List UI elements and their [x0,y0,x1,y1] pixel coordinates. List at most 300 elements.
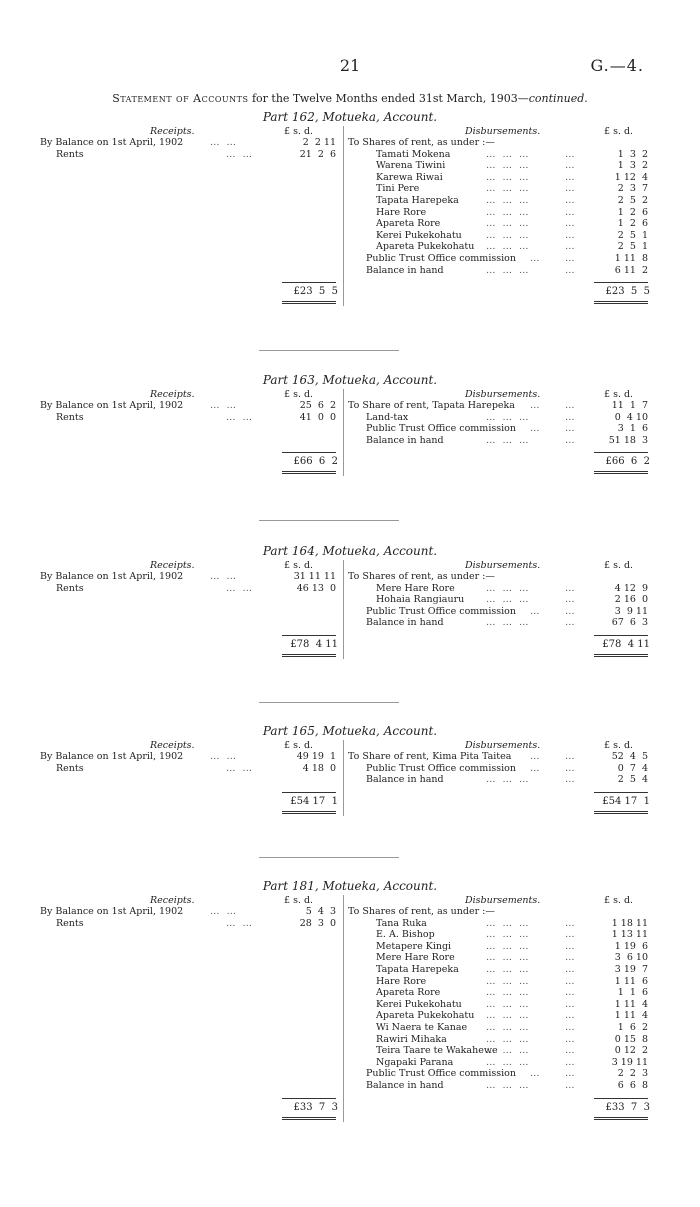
disbursement-row [376,195,580,206]
column-divider [343,389,344,476]
disbursement-label: Mere Hare Rore [376,582,455,594]
receipt-amount: 2 2 11 [302,137,336,148]
receipts-subtotal-rule [282,1098,336,1099]
disbursement-amount [580,906,648,917]
leader-dots: … [565,594,577,606]
section-title-part: Part 164, [262,544,323,558]
disbursements-heading: Disbursements. [465,389,541,400]
disbursement-label: Tapata Harepeka [376,195,459,206]
leader-dots: … … … [486,148,531,160]
receipts-currency-heading: £ s. d. [284,560,314,571]
title-small-caps: Statement of Accounts [112,92,249,105]
disbursements-subtotal-rule [594,452,648,453]
disbursement-amount: 2 5 2 [617,195,648,206]
disbursement-row [376,1045,580,1056]
leader-dots: … [565,253,577,264]
leader-dots: … … … [486,264,531,276]
leader-dots: … … … [486,411,531,423]
leader-dots: … … … [486,940,531,952]
disbursements-total-rule [594,471,648,474]
receipts-total-rule [282,471,336,474]
receipts-total-rule [282,654,336,657]
section-separator [259,520,399,521]
leader-dots: … … [210,571,239,582]
disbursement-label: To Shares of rent, as under :— [348,906,495,917]
leader-dots: … [565,241,577,253]
disbursement-amount: 2 16 0 [614,594,648,606]
leader-dots: … [565,1010,577,1022]
disbursement-row [376,207,580,218]
receipts-total: £54 17 1 [290,795,338,807]
leader-dots: … [565,171,577,183]
disbursement-row [376,594,580,605]
disbursements-subtotal-rule [594,635,648,636]
disbursement-amount: 2 2 3 [617,1068,648,1080]
disbursement-amount: 3 9 11 [614,605,648,617]
leader-dots: … … … [486,952,531,964]
receipts-currency-heading: £ s. d. [284,895,314,906]
leader-dots: … … … [486,1010,531,1022]
leader-dots: … … … [486,171,531,183]
disbursement-row [376,918,580,929]
disbursement-row [366,606,580,617]
leader-dots: … … … [486,617,531,629]
disbursements-currency-heading: £ s. d. [604,126,634,137]
leader-dots: … [565,183,577,195]
section-separator [259,857,399,858]
disbursement-row [366,435,580,446]
leader-dots: … [565,423,577,435]
receipts-currency-heading: £ s. d. [284,389,314,400]
disbursement-row [366,253,580,264]
disbursement-amount: 2 5 1 [617,229,648,241]
disbursement-amount: 2 5 4 [617,774,648,786]
leader-dots: … [565,751,577,762]
disbursement-label: Tamati Mokena [376,148,451,160]
leader-dots: … … … [486,987,531,999]
leader-dots: … [565,1033,577,1045]
section-title-place: Motueka, Account. [322,724,438,738]
leader-dots: … … [210,400,239,411]
leader-dots: … … … [486,160,531,172]
disbursement-row [376,172,580,183]
receipt-amount: 28 3 0 [299,917,336,929]
disbursement-label: Karewa Riwai [376,171,443,183]
disbursement-label: Teira Taare te Wakahewe [376,1045,498,1057]
disbursement-label: Hohaia Rangiauru [376,594,465,606]
leader-dots: … … … [486,1033,531,1045]
disbursement-amount: 0 12 2 [614,1045,648,1057]
disbursement-row [366,412,580,423]
receipts-heading: Receipts. [150,126,195,137]
receipt-label: Rents [56,411,84,423]
receipt-amount: 4 18 0 [302,762,336,774]
disbursement-label: Metapere Kingi [376,940,452,952]
disbursement-label: Public Trust Office commission [366,423,516,435]
disbursement-amount: 1 18 11 [611,917,648,929]
disbursement-label: Public Trust Office commission [366,762,516,774]
section-title-part: Part 165, [262,724,323,738]
leader-dots: … … … [486,218,531,230]
disbursements-total: £78 4 11 [602,639,650,650]
disbursement-row [366,265,580,276]
disbursement-amount: 67 6 3 [611,617,648,629]
leader-dots: … [565,929,577,941]
leader-dots: … … [226,762,255,774]
disbursement-amount: 6 11 2 [614,264,648,276]
disbursement-amount: 52 4 5 [611,751,648,762]
leader-dots: … [530,400,542,411]
document-reference: G.—4. [590,56,644,75]
leader-dots: … … [210,137,239,148]
disbursement-row [376,230,580,241]
disbursement-amount [580,137,648,148]
disbursement-label: Ngapaki Parana [376,1056,454,1068]
section-title-part: Part 162, [262,110,323,124]
leader-dots: … [565,952,577,964]
leader-dots: … [565,964,577,975]
disbursement-row [348,906,580,917]
receipt-label: Rents [56,762,84,774]
receipt-label: By Balance on 1st April, 1902 [40,571,184,582]
disbursement-label: Balance in hand [366,264,444,276]
section-title [0,879,700,893]
disbursement-label: Public Trust Office commission [366,253,516,264]
disbursement-amount: 0 4 10 [614,411,648,423]
leader-dots: … [565,940,577,952]
disbursement-label: Public Trust Office commission [366,1068,516,1080]
disbursement-row [366,1080,580,1091]
leader-dots: … [565,264,577,276]
disbursement-row [366,763,580,774]
disbursements-total: £66 6 2 [605,456,650,468]
receipts-subtotal-rule [282,635,336,636]
leader-dots: … [565,1045,577,1057]
page-number: 21 [339,56,361,75]
receipt-amount: 25 6 2 [299,400,336,411]
leader-dots: … [565,975,577,987]
disbursements-heading: Disbursements. [465,740,541,751]
receipts-subtotal-rule [282,792,336,793]
disbursement-amount: 0 15 8 [614,1033,648,1045]
leader-dots: … [565,917,577,929]
disbursement-label: To Share of rent, Kima Pita Taitea [348,751,512,762]
disbursement-row [376,976,580,987]
disbursement-row [366,617,580,628]
disbursement-row [376,952,580,963]
leader-dots: … … … [486,1056,531,1068]
disbursement-amount: 1 11 8 [614,253,648,264]
disbursement-row [348,400,580,411]
leader-dots: … … … [486,998,531,1010]
leader-dots: … [565,617,577,629]
section-title-part: Part 181, [262,879,323,893]
title-rest: for the Twelve Months ended 31st March, 1903— [248,92,529,105]
leader-dots: … … … [486,929,531,941]
disbursements-currency-heading: £ s. d. [604,389,634,400]
disbursements-total-rule [594,301,648,304]
disbursement-amount: 1 3 2 [617,148,648,160]
leader-dots: … [530,423,542,435]
leader-dots: … [565,1068,577,1080]
disbursement-row [376,160,580,171]
leader-dots: … [565,774,577,786]
disbursement-row [366,423,580,434]
section-title-place: Motueka, Account. [322,544,438,558]
disbursements-heading: Disbursements. [465,560,541,571]
receipts-total: £66 6 2 [293,456,338,468]
disbursement-row [348,571,580,582]
leader-dots: … … … [486,975,531,987]
receipt-label: By Balance on 1st April, 1902 [40,400,184,411]
receipt-amount: 46 13 0 [296,582,336,594]
section-title-part: Part 163, [262,373,323,387]
receipts-heading: Receipts. [150,895,195,906]
leader-dots: … [565,206,577,218]
receipts-total-rule [282,1117,336,1120]
disbursement-label: Wi Naera te Kanae [376,1022,468,1033]
section-title-place: Motueka, Account. [322,110,438,124]
disbursement-label: Apareta Pukekohatu [376,1010,475,1022]
leader-dots: … [530,762,542,774]
receipt-label: Rents [56,582,84,594]
disbursement-amount: 1 13 11 [611,929,648,941]
disbursement-label: Rawiri Mihaka [376,1033,447,1045]
leader-dots: … [530,605,542,617]
disbursement-label: Balance in hand [366,434,444,446]
leader-dots: … [565,218,577,230]
disbursement-label: Hare Rore [376,975,427,987]
disbursement-label: Land-tax [366,411,409,423]
leader-dots: … [565,160,577,172]
disbursement-label: Kerei Pukekohatu [376,229,462,241]
disbursement-label: Apareta Rore [376,987,441,999]
disbursement-label: Apareta Pukekohatu [376,241,475,253]
disbursement-amount: 3 6 10 [614,952,648,964]
disbursement-amount: 3 19 7 [614,964,648,975]
disbursement-row [376,1034,580,1045]
disbursements-currency-heading: £ s. d. [604,895,634,906]
disbursements-heading: Disbursements. [465,895,541,906]
receipt-amount: 21 2 6 [299,148,336,160]
leader-dots: … [565,1080,577,1091]
leader-dots: … … … [486,582,531,594]
disbursement-row [376,987,580,998]
leader-dots: … … … [486,964,531,975]
leader-dots: … [565,987,577,999]
leader-dots: … … [226,917,255,929]
disbursement-row [348,751,580,762]
leader-dots: … [565,762,577,774]
leader-dots: … [530,1068,542,1080]
disbursement-label: Tini Pere [376,183,420,195]
disbursement-row [376,941,580,952]
disbursement-amount: 1 1 6 [617,987,648,999]
receipt-amount: 49 19 1 [296,751,336,762]
disbursement-amount: 0 7 4 [617,762,648,774]
disbursements-total-rule [594,1117,648,1120]
disbursement-label: Public Trust Office commission [366,605,516,617]
disbursements-heading: Disbursements. [465,126,541,137]
disbursements-total: £54 17 1 [602,795,650,807]
receipt-label: By Balance on 1st April, 1902 [40,137,184,148]
leader-dots: … [565,148,577,160]
disbursements-total-rule [594,811,648,814]
leader-dots: … … … [486,774,531,786]
column-divider [343,560,344,659]
column-divider [343,740,344,816]
column-divider [343,126,344,306]
leader-dots: … … … [486,183,531,195]
disbursement-amount: 1 11 4 [614,998,648,1010]
receipts-heading: Receipts. [150,560,195,571]
disbursement-label: Tana Ruka [376,917,427,929]
section-title [0,373,700,387]
title-continued: continued. [528,92,588,105]
receipts-total-rule [282,811,336,814]
disbursement-row [366,774,580,785]
receipts-heading: Receipts. [150,389,195,400]
receipts-total: £23 5 5 [293,286,338,298]
disbursement-amount: 1 11 6 [614,975,648,987]
section-title [0,544,700,558]
leader-dots: … … … [486,1022,531,1033]
disbursement-row [376,964,580,975]
receipt-amount: 41 0 0 [299,411,336,423]
disbursement-amount: 1 12 4 [614,171,648,183]
disbursement-row [376,149,580,160]
disbursement-row [366,1068,580,1079]
disbursement-label: To Shares of rent, as under :— [348,137,495,148]
leader-dots: … … … [486,434,531,446]
disbursement-row [348,137,580,148]
disbursement-amount: 1 19 6 [614,940,648,952]
disbursement-amount: 2 5 1 [617,241,648,253]
section-separator [259,350,399,351]
disbursement-amount: 1 3 2 [617,160,648,172]
leader-dots: … [565,1056,577,1068]
section-title [0,724,700,738]
leader-dots: … … [226,148,255,160]
disbursements-subtotal-rule [594,282,648,283]
receipts-subtotal-rule [282,452,336,453]
section-separator [259,702,399,703]
leader-dots: … [565,605,577,617]
receipts-total-rule [282,301,336,304]
disbursement-row [376,999,580,1010]
disbursement-row [376,583,580,594]
disbursement-amount: 1 6 2 [617,1022,648,1033]
receipts-currency-heading: £ s. d. [284,740,314,751]
disbursement-label: Balance in hand [366,1080,444,1091]
leader-dots: … [565,411,577,423]
disbursements-total: £33 7 3 [605,1101,650,1113]
leader-dots: … … [210,906,239,917]
leader-dots: … [530,253,542,264]
receipt-amount: 5 4 3 [305,906,336,917]
disbursement-row [376,929,580,940]
leader-dots: … [565,1022,577,1033]
receipt-label: By Balance on 1st April, 1902 [40,906,184,917]
leader-dots: … [530,751,542,762]
section-title-place: Motueka, Account. [322,373,438,387]
disbursements-total: £23 5 5 [605,286,650,298]
disbursement-row [376,1022,580,1033]
disbursement-label: Warena Tiwini [376,160,446,172]
column-divider [343,895,344,1122]
receipts-heading: Receipts. [150,740,195,751]
disbursement-label: Mere Hare Rore [376,952,455,964]
section-title [0,110,700,124]
leader-dots: … [565,400,577,411]
leader-dots: … … … [486,229,531,241]
leader-dots: … … … [486,206,531,218]
leader-dots: … … … [486,917,531,929]
disbursement-label: Apareta Rore [376,218,441,230]
disbursement-label: To Shares of rent, as under :— [348,571,495,582]
disbursement-label: To Share of rent, Tapata Harepeka [348,400,515,411]
disbursement-amount: 1 11 4 [614,1010,648,1022]
disbursement-label: Hare Rore [376,206,427,218]
disbursement-label: Balance in hand [366,617,444,629]
receipt-amount: 31 11 11 [293,571,336,582]
disbursement-amount: 51 18 3 [608,434,648,446]
leader-dots: … [565,582,577,594]
disbursements-currency-heading: £ s. d. [604,740,634,751]
disbursement-label: Kerei Pukekohatu [376,998,462,1010]
disbursement-amount: 6 6 8 [617,1080,648,1091]
leader-dots: … … … [486,1080,531,1091]
disbursement-amount: 2 3 7 [617,183,648,195]
disbursements-currency-heading: £ s. d. [604,560,634,571]
statement-title [0,92,700,105]
leader-dots: … … [210,751,239,762]
disbursements-subtotal-rule [594,1098,648,1099]
receipt-label: Rents [56,917,84,929]
leader-dots: … … … [486,1045,531,1057]
section-title-place: Motueka, Account. [322,879,438,893]
leader-dots: … [565,998,577,1010]
disbursement-amount: 1 2 6 [617,206,648,218]
disbursement-row [376,1010,580,1021]
leader-dots: … [565,229,577,241]
receipts-total: £78 4 11 [290,639,338,650]
receipts-currency-heading: £ s. d. [284,126,314,137]
disbursement-row [376,241,580,252]
disbursement-row [376,1057,580,1068]
leader-dots: … … … [486,241,531,253]
leader-dots: … [565,195,577,206]
leader-dots: … … [226,411,255,423]
receipts-subtotal-rule [282,282,336,283]
leader-dots: … [565,434,577,446]
disbursement-amount: 11 1 7 [611,400,648,411]
disbursement-label: Balance in hand [366,774,444,786]
leader-dots: … … [226,582,255,594]
disbursement-amount [580,571,648,582]
disbursement-label: Tapata Harepeka [376,964,459,975]
disbursements-total-rule [594,654,648,657]
receipt-label: By Balance on 1st April, 1902 [40,751,184,762]
leader-dots: … … … [486,594,531,606]
disbursement-label: E. A. Bishop [376,929,435,941]
receipts-total: £33 7 3 [293,1101,338,1113]
receipt-label: Rents [56,148,84,160]
disbursement-amount: 3 1 6 [617,423,648,435]
disbursement-amount: 3 19 11 [611,1056,648,1068]
leader-dots: … … … [486,195,531,206]
disbursement-amount: 1 2 6 [617,218,648,230]
